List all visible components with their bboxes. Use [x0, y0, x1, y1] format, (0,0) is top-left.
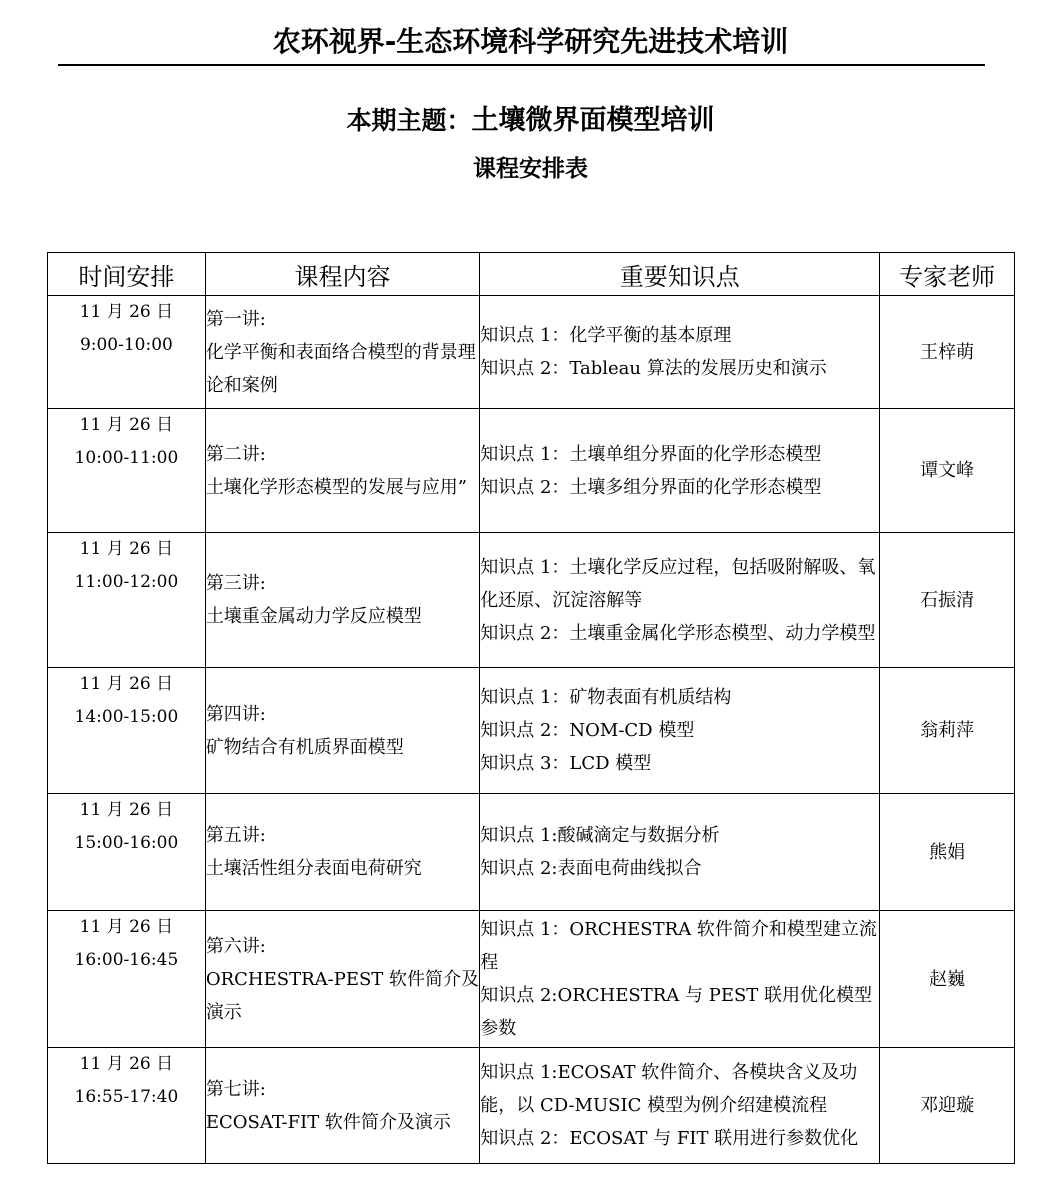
knowledge-point: 知识点 1：土壤化学反应过程，包括吸附解吸、氧化还原、沉淀溶解等 — [480, 556, 876, 611]
teacher-name: 王梓萌 — [880, 296, 1015, 409]
course-cell — [205, 533, 479, 668]
knowledge-point: 知识点 1：土壤单组分界面的化学形态模型 — [480, 443, 822, 465]
knowledge-point: 知识点 2:表面电荷曲线拟合 — [480, 858, 702, 879]
session-date: 11 月 26 日 — [79, 539, 174, 559]
lecture-label: 第三讲: — [205, 573, 266, 594]
course-cell — [205, 668, 479, 794]
course-cell — [205, 794, 479, 911]
time-cell — [48, 1048, 206, 1164]
schedule-table — [47, 252, 1015, 1164]
lecture-label: 第六讲: — [205, 935, 266, 957]
course-cell — [205, 1048, 479, 1164]
lecture-label: 第七讲: — [205, 1078, 266, 1100]
session-date: 11 月 26 日 — [79, 800, 174, 820]
time-cell — [48, 409, 206, 533]
session-date: 11 月 26 日 — [79, 302, 174, 322]
lecture-topic: 土壤化学形态模型的发展与应用” — [205, 476, 468, 498]
knowledge-point: 知识点 2：土壤多组分界面的化学形态模型 — [480, 476, 822, 498]
lecture-topic: ECOSAT-FIT 软件简介及演示 — [205, 1111, 451, 1133]
knowledge-point: 知识点 1：矿物表面有机质结构 — [480, 687, 732, 708]
points-cell — [480, 911, 880, 1048]
teacher-name: 谭文峰 — [880, 409, 1015, 533]
header-time: 时间安排 — [48, 253, 206, 296]
points-cell — [480, 296, 880, 409]
teacher-name: 石振清 — [880, 533, 1015, 668]
session-time: 16:00-16:45 — [74, 950, 179, 970]
knowledge-point: 知识点 3：LCD 模型 — [480, 753, 652, 774]
theme-name: 土壤微界面模型培训 — [471, 105, 715, 136]
knowledge-point: 知识点 2：Tableau 算法的发展历史和演示 — [480, 358, 827, 379]
lecture-label: 第五讲: — [205, 825, 266, 846]
course-cell — [205, 409, 479, 533]
session-time: 11:00-12:00 — [74, 572, 179, 592]
table-row — [48, 911, 1015, 1048]
lecture-label: 第四讲: — [205, 703, 266, 725]
knowledge-point: 知识点 1:酸碱滴定与数据分析 — [480, 825, 720, 846]
theme-prefix: 本期主题： — [346, 106, 472, 135]
header-points: 重要知识点 — [480, 253, 880, 296]
header-course: 课程内容 — [205, 253, 479, 296]
schedule-subtitle: 课程安排表 — [473, 156, 588, 182]
lecture-topic: 化学平衡和表面络合模型的背景理论和案例 — [205, 341, 476, 396]
header-teacher: 专家老师 — [880, 253, 1015, 296]
lecture-label: 第一讲: — [205, 308, 266, 330]
table-row — [48, 794, 1015, 911]
table-row — [48, 668, 1015, 794]
course-cell — [205, 296, 479, 409]
teacher-name: 赵巍 — [880, 911, 1015, 1048]
knowledge-point: 知识点 2：NOM-CD 模型 — [480, 720, 695, 741]
points-cell — [480, 533, 880, 668]
lecture-topic: 土壤活性组分表面电荷研究 — [205, 858, 422, 879]
session-time: 15:00-16:00 — [74, 833, 179, 853]
course-cell — [205, 911, 479, 1048]
points-cell — [480, 1048, 880, 1164]
points-cell — [480, 794, 880, 911]
points-cell — [480, 668, 880, 794]
session-date: 11 月 26 日 — [79, 415, 174, 435]
teacher-name: 熊娟 — [880, 794, 1015, 911]
teacher-name: 邓迎璇 — [880, 1048, 1015, 1164]
table-row — [48, 296, 1015, 409]
session-date: 11 月 26 日 — [79, 917, 174, 937]
knowledge-point: 知识点 2：ECOSAT 与 FIT 联用进行参数优化 — [480, 1128, 859, 1149]
knowledge-point: 知识点 2：土壤重金属化学形态模型、动力学模型 — [480, 622, 876, 644]
teacher-name: 翁莉萍 — [880, 668, 1015, 794]
title-underline — [58, 64, 985, 66]
time-cell — [48, 296, 206, 409]
time-cell — [48, 911, 206, 1048]
points-cell — [480, 409, 880, 533]
session-time: 14:00-15:00 — [74, 707, 179, 727]
lecture-topic: 矿物结合有机质界面模型 — [205, 736, 404, 758]
table-row — [48, 409, 1015, 533]
time-cell — [48, 794, 206, 911]
knowledge-point: 知识点 1：ORCHESTRA 软件简介和模型建立流程 — [480, 919, 877, 973]
session-time: 9:00-10:00 — [79, 335, 173, 355]
table-row — [48, 1048, 1015, 1164]
lecture-topic: 土壤重金属动力学反应模型 — [205, 606, 422, 627]
knowledge-point: 知识点 1:ECOSAT 软件简介、各模块含义及功能，以 CD-MUSIC 模型为例介绍建模流程 — [480, 1062, 858, 1116]
time-cell — [48, 668, 206, 794]
knowledge-point: 知识点 1：化学平衡的基本原理 — [480, 325, 732, 346]
table-row — [48, 533, 1015, 668]
session-date: 11 月 26 日 — [79, 1054, 174, 1074]
lecture-label: 第二讲: — [205, 443, 266, 465]
knowledge-point: 知识点 2:ORCHESTRA 与 PEST 联用优化模型参数 — [480, 985, 873, 1039]
session-time: 10:00-11:00 — [74, 448, 179, 468]
session-date: 11 月 26 日 — [79, 674, 174, 694]
session-time: 16:55-17:40 — [74, 1087, 179, 1107]
document-title: 农环视界-生态环境科学研究先进技术培训 — [272, 25, 789, 58]
lecture-topic: ORCHESTRA-PEST 软件简介及演示 — [205, 968, 480, 1023]
table-header-row — [48, 253, 1015, 296]
time-cell — [48, 533, 206, 668]
theme-heading — [0, 101, 1061, 141]
